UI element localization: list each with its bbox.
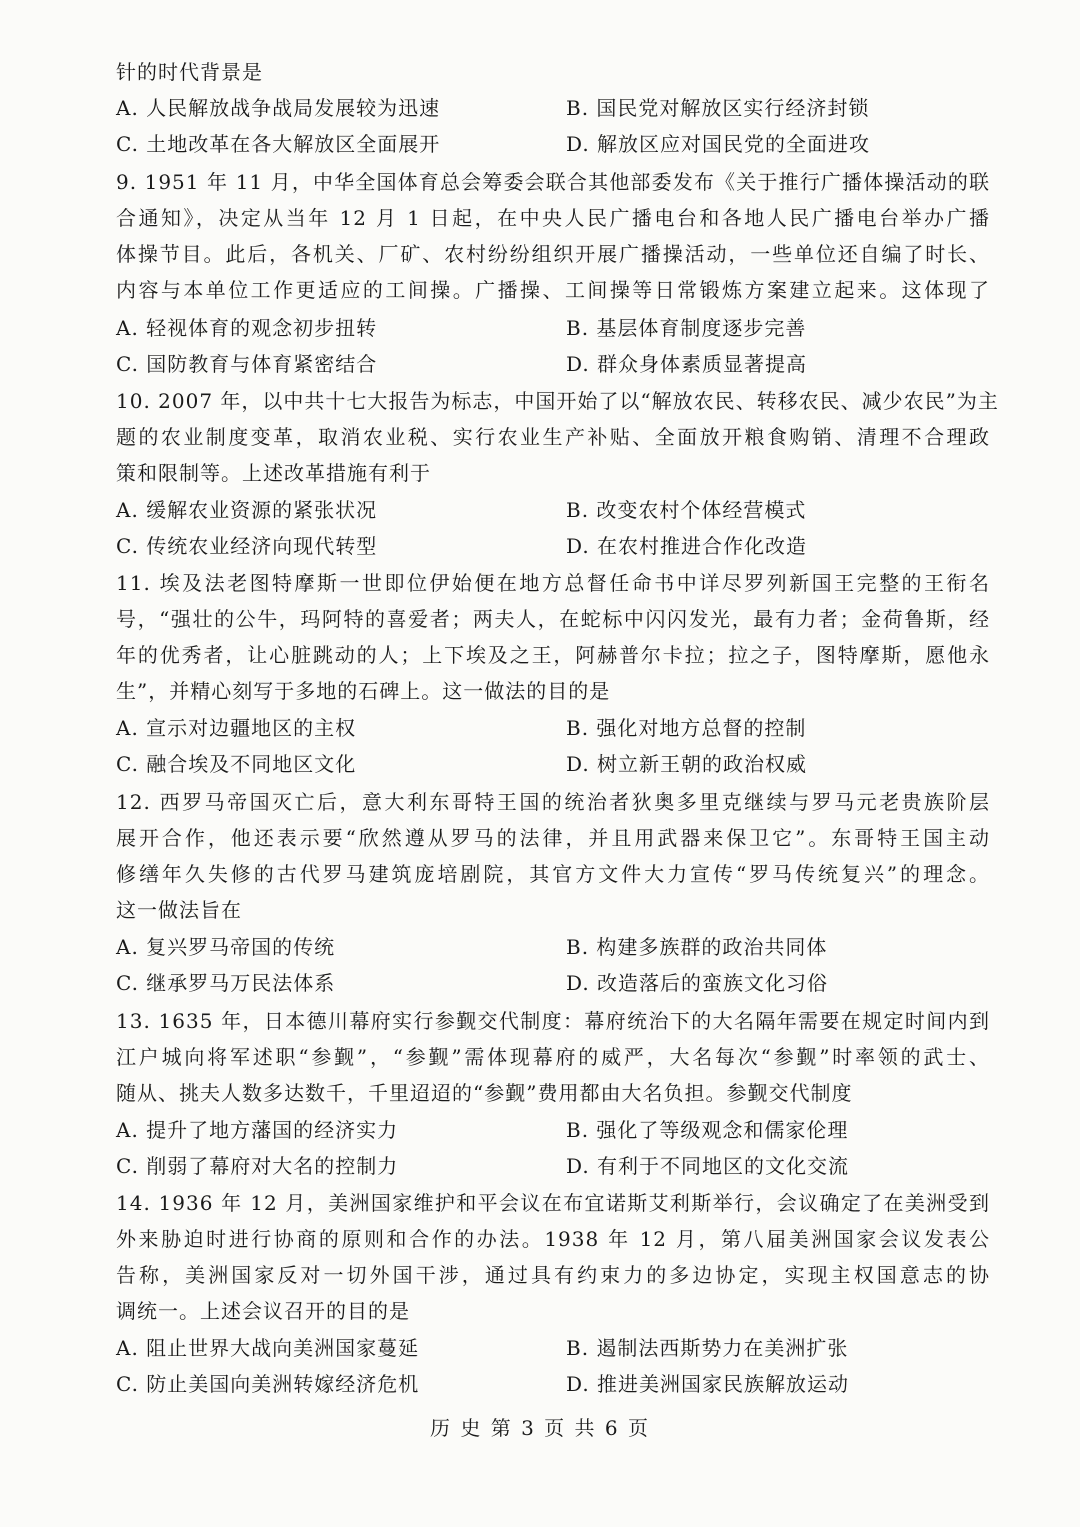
q9-line-3: 体操节目。此后，各机关、厂矿、农村纷纷组织开展广播操活动，一些单位还自编了时长、 xyxy=(116,242,990,266)
q11-option-d[interactable]: D. 树立新王朝的政治权威 xyxy=(566,752,808,776)
question-14-options-row-1 xyxy=(116,1330,996,1366)
q9-option-d[interactable]: D. 群众身体素质显著提高 xyxy=(566,352,808,376)
q13-line-1: 13. 1635 年，日本德川幕府实行参觐交代制度：幕府统治下的大名隔年需要在规定时间内到 xyxy=(116,1009,990,1033)
q9-line-4: 内容与本单位工作更适应的工间操。广播操、工间操等日常锻炼方案建立起来。这体现了 xyxy=(116,278,990,302)
q11-line-3: 年的优秀者，让心脏跳动的人；上下埃及之王，阿赫普尔卡拉；拉之子，图特摩斯，愿他永 xyxy=(116,643,990,667)
question-11-options-row-2 xyxy=(116,746,996,782)
question-10-options-row-2 xyxy=(116,528,996,564)
q14-option-a[interactable]: A. 阻止世界大战向美洲国家蔓延 xyxy=(116,1336,420,1360)
q12-option-b[interactable]: B. 构建多族群的政治共同体 xyxy=(566,935,828,959)
q12-option-d[interactable]: D. 改造落后的蛮族文化习俗 xyxy=(566,971,829,995)
question-8-options-row-2 xyxy=(116,126,996,162)
q10-option-b[interactable]: B. 改变农村个体经营模式 xyxy=(566,498,807,522)
q14-option-d[interactable]: D. 推进美洲国家民族解放运动 xyxy=(566,1372,850,1396)
q11-line-4: 生”，并精心刻写于多地的石碑上。这一做法的目的是 xyxy=(116,679,611,703)
q9-line-1: 9. 1951 年 11 月，中华全国体育总会筹委会联合其他部委发布《关于推行广播体操活动的联 xyxy=(116,170,990,194)
question-12-options-row-1 xyxy=(116,929,996,965)
q11-option-a[interactable]: A. 宣示对边疆地区的主权 xyxy=(116,716,357,740)
q12-option-a[interactable]: A. 复兴罗马帝国的传统 xyxy=(116,935,336,959)
q10-option-c[interactable]: C. 传统农业经济向现代转型 xyxy=(116,534,378,558)
question-14-options-row-2 xyxy=(116,1366,996,1402)
q9-line-2: 合通知》，决定从当年 12 月 1 日起，在中央人民广播电台和各地人民广播电台举办广播 xyxy=(116,206,990,230)
q9-option-a[interactable]: A. 轻视体育的观念初步扭转 xyxy=(116,316,378,340)
question-9-options-row-1 xyxy=(116,310,996,346)
q11-line-2: 号，“强壮的公牛，玛阿特的喜爱者；两夫人，在蛇标中闪闪发光，最有力者；金荷鲁斯，经 xyxy=(116,607,990,631)
q8-option-c[interactable]: C. 土地改革在各大解放区全面展开 xyxy=(116,132,441,156)
q8-option-a[interactable]: A. 人民解放战争战局发展较为迅速 xyxy=(116,96,441,120)
q14-line-4: 调统一。上述会议召开的目的是 xyxy=(116,1299,410,1323)
question-8-stem-tail: 针的时代背景是 xyxy=(116,60,263,84)
q11-option-b[interactable]: B. 强化对地方总督的控制 xyxy=(566,716,807,740)
page-footer: 历 史 第 3 页 共 6 页 xyxy=(430,1416,650,1440)
question-8-options-row-1 xyxy=(116,90,996,126)
question-11-options-row-1 xyxy=(116,710,996,746)
q11-option-c[interactable]: C. 融合埃及不同地区文化 xyxy=(116,752,357,776)
q13-option-b[interactable]: B. 强化了等级观念和儒家伦理 xyxy=(566,1118,849,1142)
q14-option-b[interactable]: B. 遏制法西斯势力在美洲扩张 xyxy=(566,1336,849,1360)
question-11 xyxy=(80,565,990,709)
question-13-options-row-2 xyxy=(116,1148,996,1184)
q14-line-1: 14. 1936 年 12 月，美洲国家维护和平会议在布宜诺斯艾利斯举行，会议确定了在美洲受到 xyxy=(116,1191,990,1215)
q13-line-2: 江户城向将军述职“参觐”，“参觐”需体现幕府的威严，大名每次“参觐”时率领的武士、 xyxy=(116,1045,990,1069)
q9-option-c[interactable]: C. 国防教育与体育紧密结合 xyxy=(116,352,378,376)
q10-line-1: 10. 2007 年，以中共十七大报告为标志，中国开始了以“解放农民、转移农民、减少农民”为主 xyxy=(116,389,999,413)
q8-option-d[interactable]: D. 解放区应对国民党的全面进攻 xyxy=(566,132,871,156)
question-9 xyxy=(80,164,990,308)
q8-option-b[interactable]: B. 国民党对解放区实行经济封锁 xyxy=(566,96,870,120)
q10-line-2: 题的农业制度变革，取消农业税、实行农业生产补贴、全面放开粮食购销、清理不合理政 xyxy=(116,425,990,449)
q10-option-a[interactable]: A. 缓解农业资源的紧张状况 xyxy=(116,498,378,522)
q14-line-2: 外来胁迫时进行协商的原则和合作的办法。1938 年 12 月，第八届美洲国家会议发表公 xyxy=(116,1227,990,1251)
q11-line-1: 11. 埃及法老图特摩斯一世即位伊始便在地方总督任命书中详尽罗列新国王完整的王衔名 xyxy=(116,571,990,595)
question-12 xyxy=(80,784,990,928)
q13-option-a[interactable]: A. 提升了地方藩国的经济实力 xyxy=(116,1118,399,1142)
question-10 xyxy=(80,383,999,491)
q10-line-3: 策和限制等。上述改革措施有利于 xyxy=(116,461,431,485)
question-13-options-row-1 xyxy=(116,1112,996,1148)
q13-option-d[interactable]: D. 有利于不同地区的文化交流 xyxy=(566,1154,850,1178)
q13-line-3: 随从、挑夫人数多达数千，千里迢迢的“参觐”费用都由大名负担。参觐交代制度 xyxy=(116,1081,853,1105)
q14-option-c[interactable]: C. 防止美国向美洲转嫁经济危机 xyxy=(116,1372,420,1396)
q10-option-d[interactable]: D. 在农村推进合作化改造 xyxy=(566,534,808,558)
q12-option-c[interactable]: C. 继承罗马万民法体系 xyxy=(116,971,336,995)
question-14 xyxy=(80,1185,990,1329)
q13-option-c[interactable]: C. 削弱了幕府对大名的控制力 xyxy=(116,1154,399,1178)
q9-option-b[interactable]: B. 基层体育制度逐步完善 xyxy=(566,316,807,340)
q12-line-1: 12. 西罗马帝国灭亡后，意大利东哥特王国的统治者狄奥多里克继续与罗马元老贵族阶层 xyxy=(116,790,990,814)
q12-line-3: 修缮年久失修的古代罗马建筑庞培剧院，其官方文件大力宣传“罗马传统复兴”的理念。 xyxy=(116,862,990,886)
question-8 xyxy=(80,54,990,90)
question-13 xyxy=(80,1003,990,1111)
question-12-options-row-2 xyxy=(116,965,996,1001)
question-9-options-row-2 xyxy=(116,346,996,382)
question-10-options-row-1 xyxy=(116,492,996,528)
q12-line-2: 展开合作，他还表示要“欣然遵从罗马的法律，并且用武器来保卫它”。东哥特王国主动 xyxy=(116,826,990,850)
q12-line-4: 这一做法旨在 xyxy=(116,898,242,922)
q14-line-3: 告称，美洲国家反对一切外国干涉，通过具有约束力的多边协定，实现主权国意志的协 xyxy=(116,1263,990,1287)
